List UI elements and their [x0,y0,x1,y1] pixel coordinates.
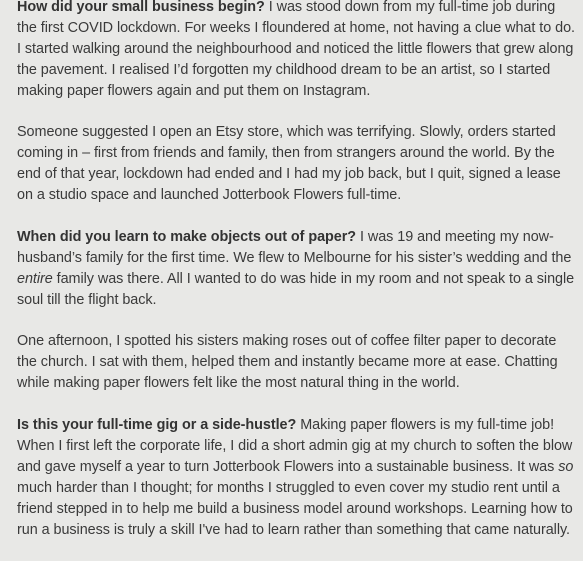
paragraph-coffee-filter-roses [17,331,577,394]
interview-question: Is this your full-time gig or a side-hustle? [17,417,297,434]
interview-question: When did you learn to make objects out of paper? [17,228,357,245]
paragraph-etsy-store [17,122,577,206]
paragraph-text: Someone suggested I open an Etsy store, which was terrifying. Slowly, orders started coming in – first from friends and family, then from strangers around the world. By the end of that year, lockdown had ended and I had my job back, but I quit, signed a lease on a studio space and launched Jotterbook Flowers full-time. [17,124,561,204]
interview-question: How did your small business begin? [17,0,265,15]
interview-answer-continued: much harder than I thought; for months I struggled to even cover my studio rent until a friend stepped in to help me build a business model around workshops. Learning how to run a business is truly a skill I've had to learn rather than something that came naturally. [17,479,573,538]
interview-answer: I was 19 and meeting my now-husband’s family for the first time. We flew to Melbourne for his sister’s wedding and the [17,228,572,266]
interview-answer-continued: family was there. All I wanted to do was hide in my room and not speak to a single soul till the flight back. [17,270,575,308]
article-body [17,0,577,561]
paragraph-business-origin [17,0,577,102]
paragraph-full-time-gig [17,415,577,540]
interview-answer: Making paper flowers is my full-time job! When I first left the corporate life, I did a short admin gig at my church to soften the blow and gave myself a year to turn Jotterbook Flowers into a sustainable business. It was [17,417,573,475]
emphasized-word: entire [17,270,53,287]
interview-answer: I was stood down from my full-time job during the first COVID lockdown. For weeks I floundered at home, not having a clue what to do. I started walking around the neighbourhood and noticed the little flowers that grew along the pavement. I realised I’d forgotten my childhood dream to be an artist, so I started making paper flowers again and put them on Instagram. [17,0,575,99]
paragraph-learning-paper [17,227,577,311]
paragraph-text: One afternoon, I spotted his sisters making roses out of coffee filter paper to decorate the church. I sat with them, helped them and instantly became more at ease. Chatting while making paper flowers felt like the most natural thing in the world. [17,333,558,392]
emphasized-word: so [558,458,574,475]
